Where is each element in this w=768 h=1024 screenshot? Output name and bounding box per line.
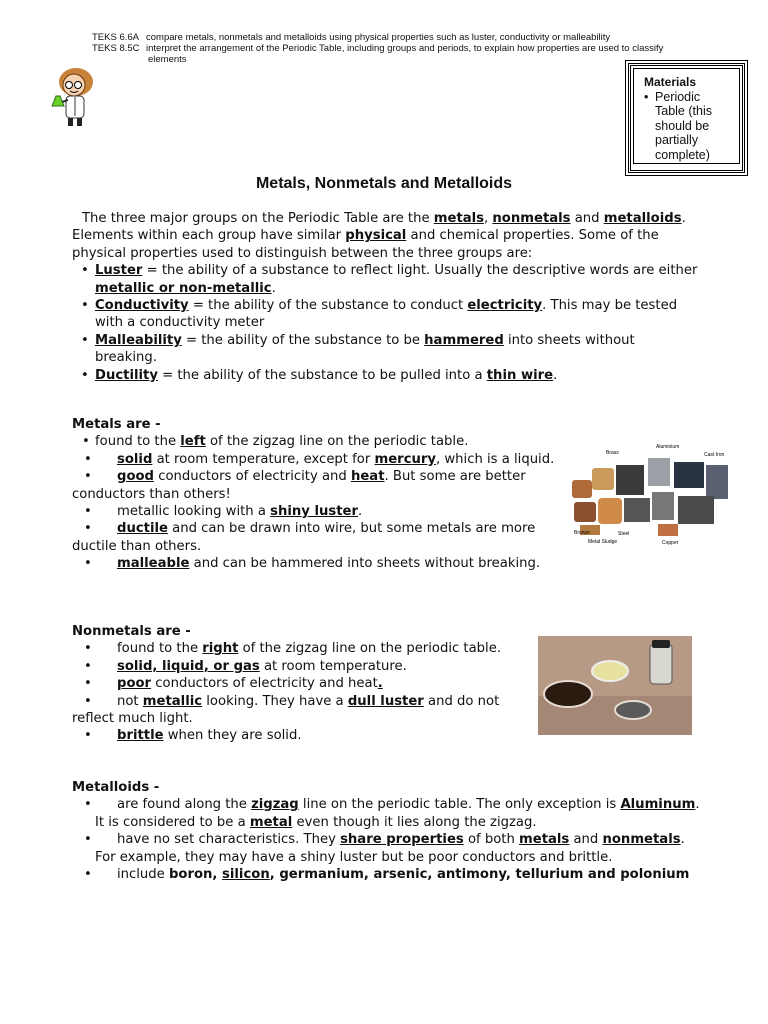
text-run: and do not reflect much light. [72, 693, 500, 727]
text-run: have no set characteristics. They [117, 832, 341, 848]
materials-heading: Materials [644, 75, 697, 89]
standard-code: TEKS 6.6A [92, 32, 139, 43]
photo-label: Steel [618, 531, 630, 537]
list-item [72, 693, 538, 728]
list-item [72, 866, 700, 883]
bullet-icon: • [84, 451, 92, 467]
key-term: Ductility [95, 367, 158, 383]
key-term: malleable [117, 556, 190, 572]
page-title: Metals, Nonmetals and Metalloids [255, 175, 513, 192]
text-run: found to the [117, 641, 203, 657]
key-term: electricity [467, 298, 543, 314]
photo-label: Brass [606, 450, 619, 456]
key-term: left [180, 434, 206, 450]
key-term: physical [345, 228, 407, 244]
text-run: looking. They have a [202, 693, 348, 709]
text-run: . It is considered to be a [95, 797, 700, 830]
list-item [72, 262, 698, 297]
bullet-icon: • [84, 797, 92, 813]
nonmetals-photo [538, 636, 692, 735]
list-item [72, 675, 538, 692]
text-run: . [553, 367, 558, 383]
text-run: , [484, 211, 493, 226]
photo-label: Aluminium [656, 444, 680, 450]
text-run: conductors of electricity and [154, 469, 351, 485]
photo-label: Cast Iron [704, 452, 725, 458]
bullet-icon: • [84, 641, 92, 657]
text-run: = the ability of the substance to conduct [188, 298, 468, 314]
key-term: thin wire [486, 367, 554, 383]
standard-text: compare metals, nonmetals and metalloids using physical properties such as luster, conductivity or malleability [146, 32, 611, 43]
text-run: . [357, 504, 363, 520]
key-term: . [377, 676, 383, 692]
key-term: ductile [117, 521, 168, 537]
bullet-icon: • [82, 434, 90, 450]
text-run: . This may be tested with a conductivity meter [95, 298, 678, 331]
text-run: . For example, they may have a shiny luster but be poor conductors and brittle. [95, 832, 685, 865]
text-run: not [117, 693, 143, 709]
key-term: nonmetals [492, 211, 571, 226]
photo-label: Metal Sludge [588, 539, 618, 545]
text-run: = the ability of a substance to reflect light. Usually the descriptive words are either [142, 263, 698, 279]
text-run: are found along the [117, 797, 252, 813]
list-item [72, 433, 562, 450]
key-term: Aluminum [620, 797, 696, 813]
text-run: and chemical properties. [406, 228, 575, 244]
list-item [72, 503, 562, 520]
bullet-icon: • [84, 469, 92, 485]
key-term: poor [117, 676, 152, 692]
key-term: , germanium, arsenic, antimony, tellurium and polonium [269, 867, 690, 883]
key-term: metal [249, 814, 293, 830]
metalloids-section [72, 779, 700, 883]
list-item [72, 555, 562, 572]
text-run: and can be drawn into wire, but some metals are more ductile than others. [72, 521, 536, 554]
list-item [72, 468, 562, 503]
text-run: even though it lies along the zigzag. [292, 814, 537, 830]
key-term: Luster [95, 263, 143, 279]
text-run: = the ability of the substance to be pulled into a [157, 367, 487, 383]
text-run: line on the periodic table. The only exception is [298, 797, 621, 813]
list-item [72, 367, 698, 384]
text-run: at room temperature. [259, 658, 407, 674]
key-term: nonmetals [602, 832, 681, 848]
key-term: solid, liquid, or gas [117, 658, 260, 674]
list-item [72, 727, 538, 744]
text-run: The three major groups on the Periodic Table are the [82, 211, 434, 226]
key-term: Conductivity [95, 298, 189, 314]
list-item [72, 831, 700, 866]
bullet-icon: • [84, 867, 92, 883]
photo-label: Copper [662, 540, 679, 546]
bullet-icon: • [81, 367, 89, 383]
text-run: of the zigzag line on the periodic table. [205, 434, 469, 450]
key-term: share properties [340, 832, 464, 848]
standard-text-continued: elements [148, 54, 187, 65]
text-run: found to the [95, 434, 181, 450]
materials-item [644, 90, 731, 163]
section-heading: Metalloids - [72, 780, 160, 795]
nonmetals-section [72, 623, 538, 745]
key-term: zigzag [251, 797, 299, 813]
key-term: metallic or non-metallic [95, 280, 272, 296]
text-run: at room temperature, except for [152, 451, 375, 467]
list-item [72, 796, 700, 831]
materials-item-text: Periodic Table (this should be partially complete) [655, 89, 712, 162]
text-run: include [117, 867, 169, 883]
metals-photo [566, 440, 736, 550]
standard-code: TEKS 8.5C [92, 43, 140, 54]
key-term: hammered [424, 332, 504, 348]
text-run: and [570, 211, 600, 226]
standard-line [92, 32, 712, 43]
list-item [72, 332, 698, 367]
key-term: metals [519, 832, 570, 848]
text-run: , which is a liquid. [436, 451, 555, 467]
scientist-clipart [44, 60, 104, 130]
metals-section [72, 416, 562, 573]
list-item [72, 640, 538, 657]
bullet-icon: • [84, 693, 92, 709]
bullet-icon: • [84, 676, 92, 692]
list-item [72, 451, 562, 468]
bullet-icon: • [81, 298, 89, 314]
bullet-icon: • [84, 658, 92, 674]
text-run: Some of the physical properties used to distinguish between the three groups are: [72, 228, 659, 261]
materials-box [628, 63, 745, 173]
key-term: boron, [168, 867, 223, 883]
key-term: solid [117, 451, 153, 467]
key-term: brittle [117, 728, 164, 744]
properties-list [72, 262, 698, 384]
list-item [72, 658, 538, 675]
bullet-icon: • [84, 521, 92, 537]
key-term: right [202, 641, 239, 657]
key-term: shiny luster [270, 504, 358, 520]
key-term: metals [433, 211, 485, 226]
text-run: of both [463, 832, 520, 848]
key-term: silicon [222, 867, 270, 883]
materials-inner [633, 68, 740, 164]
text-run: metallic looking with a [117, 504, 271, 520]
intro-text [72, 210, 698, 262]
metals-list [72, 433, 562, 572]
text-run: conductors of electricity and heat [151, 676, 378, 692]
list-item [72, 520, 562, 555]
text-run: when they are solid. [163, 728, 302, 744]
bullet-icon: • [81, 332, 89, 348]
bullet-icon: • [84, 556, 92, 572]
text-run: . Elements within each group have similar [72, 211, 686, 244]
text-run: and can be hammered into sheets without breaking. [189, 556, 541, 572]
photo-label: Bronze [574, 530, 590, 536]
key-term: metalloids [603, 211, 682, 226]
list-item [72, 297, 698, 332]
text-run: and [569, 832, 603, 848]
bullet-icon: • [644, 89, 649, 104]
key-term: metallic [142, 693, 203, 709]
standards-block [92, 32, 712, 65]
key-term: heat [350, 469, 385, 485]
intro-paragraph [72, 210, 698, 384]
text-run: . But some are better conductors than others! [72, 469, 526, 502]
metalloids-list [72, 796, 700, 883]
section-heading: Metals are - [72, 417, 161, 432]
text-run: . [271, 280, 276, 296]
text-run: into sheets without breaking. [95, 332, 635, 366]
key-term: mercury [374, 451, 436, 467]
standard-line [92, 43, 712, 54]
bullet-icon: • [84, 504, 92, 520]
key-term: good [117, 469, 154, 485]
text-run: of the zigzag line on the periodic table. [238, 641, 502, 657]
bullet-icon: • [81, 263, 89, 279]
key-term: dull luster [347, 693, 424, 709]
standard-text: interpret the arrangement of the Periodic Table, including groups and periods, to explain how properties are used to classify [146, 43, 664, 54]
text-run: = the ability of the substance to be [181, 332, 425, 348]
nonmetals-list [72, 640, 538, 744]
bullet-icon: • [84, 728, 92, 744]
bullet-icon: • [84, 832, 92, 848]
key-term: Malleability [95, 332, 182, 348]
section-heading: Nonmetals are - [72, 624, 191, 639]
